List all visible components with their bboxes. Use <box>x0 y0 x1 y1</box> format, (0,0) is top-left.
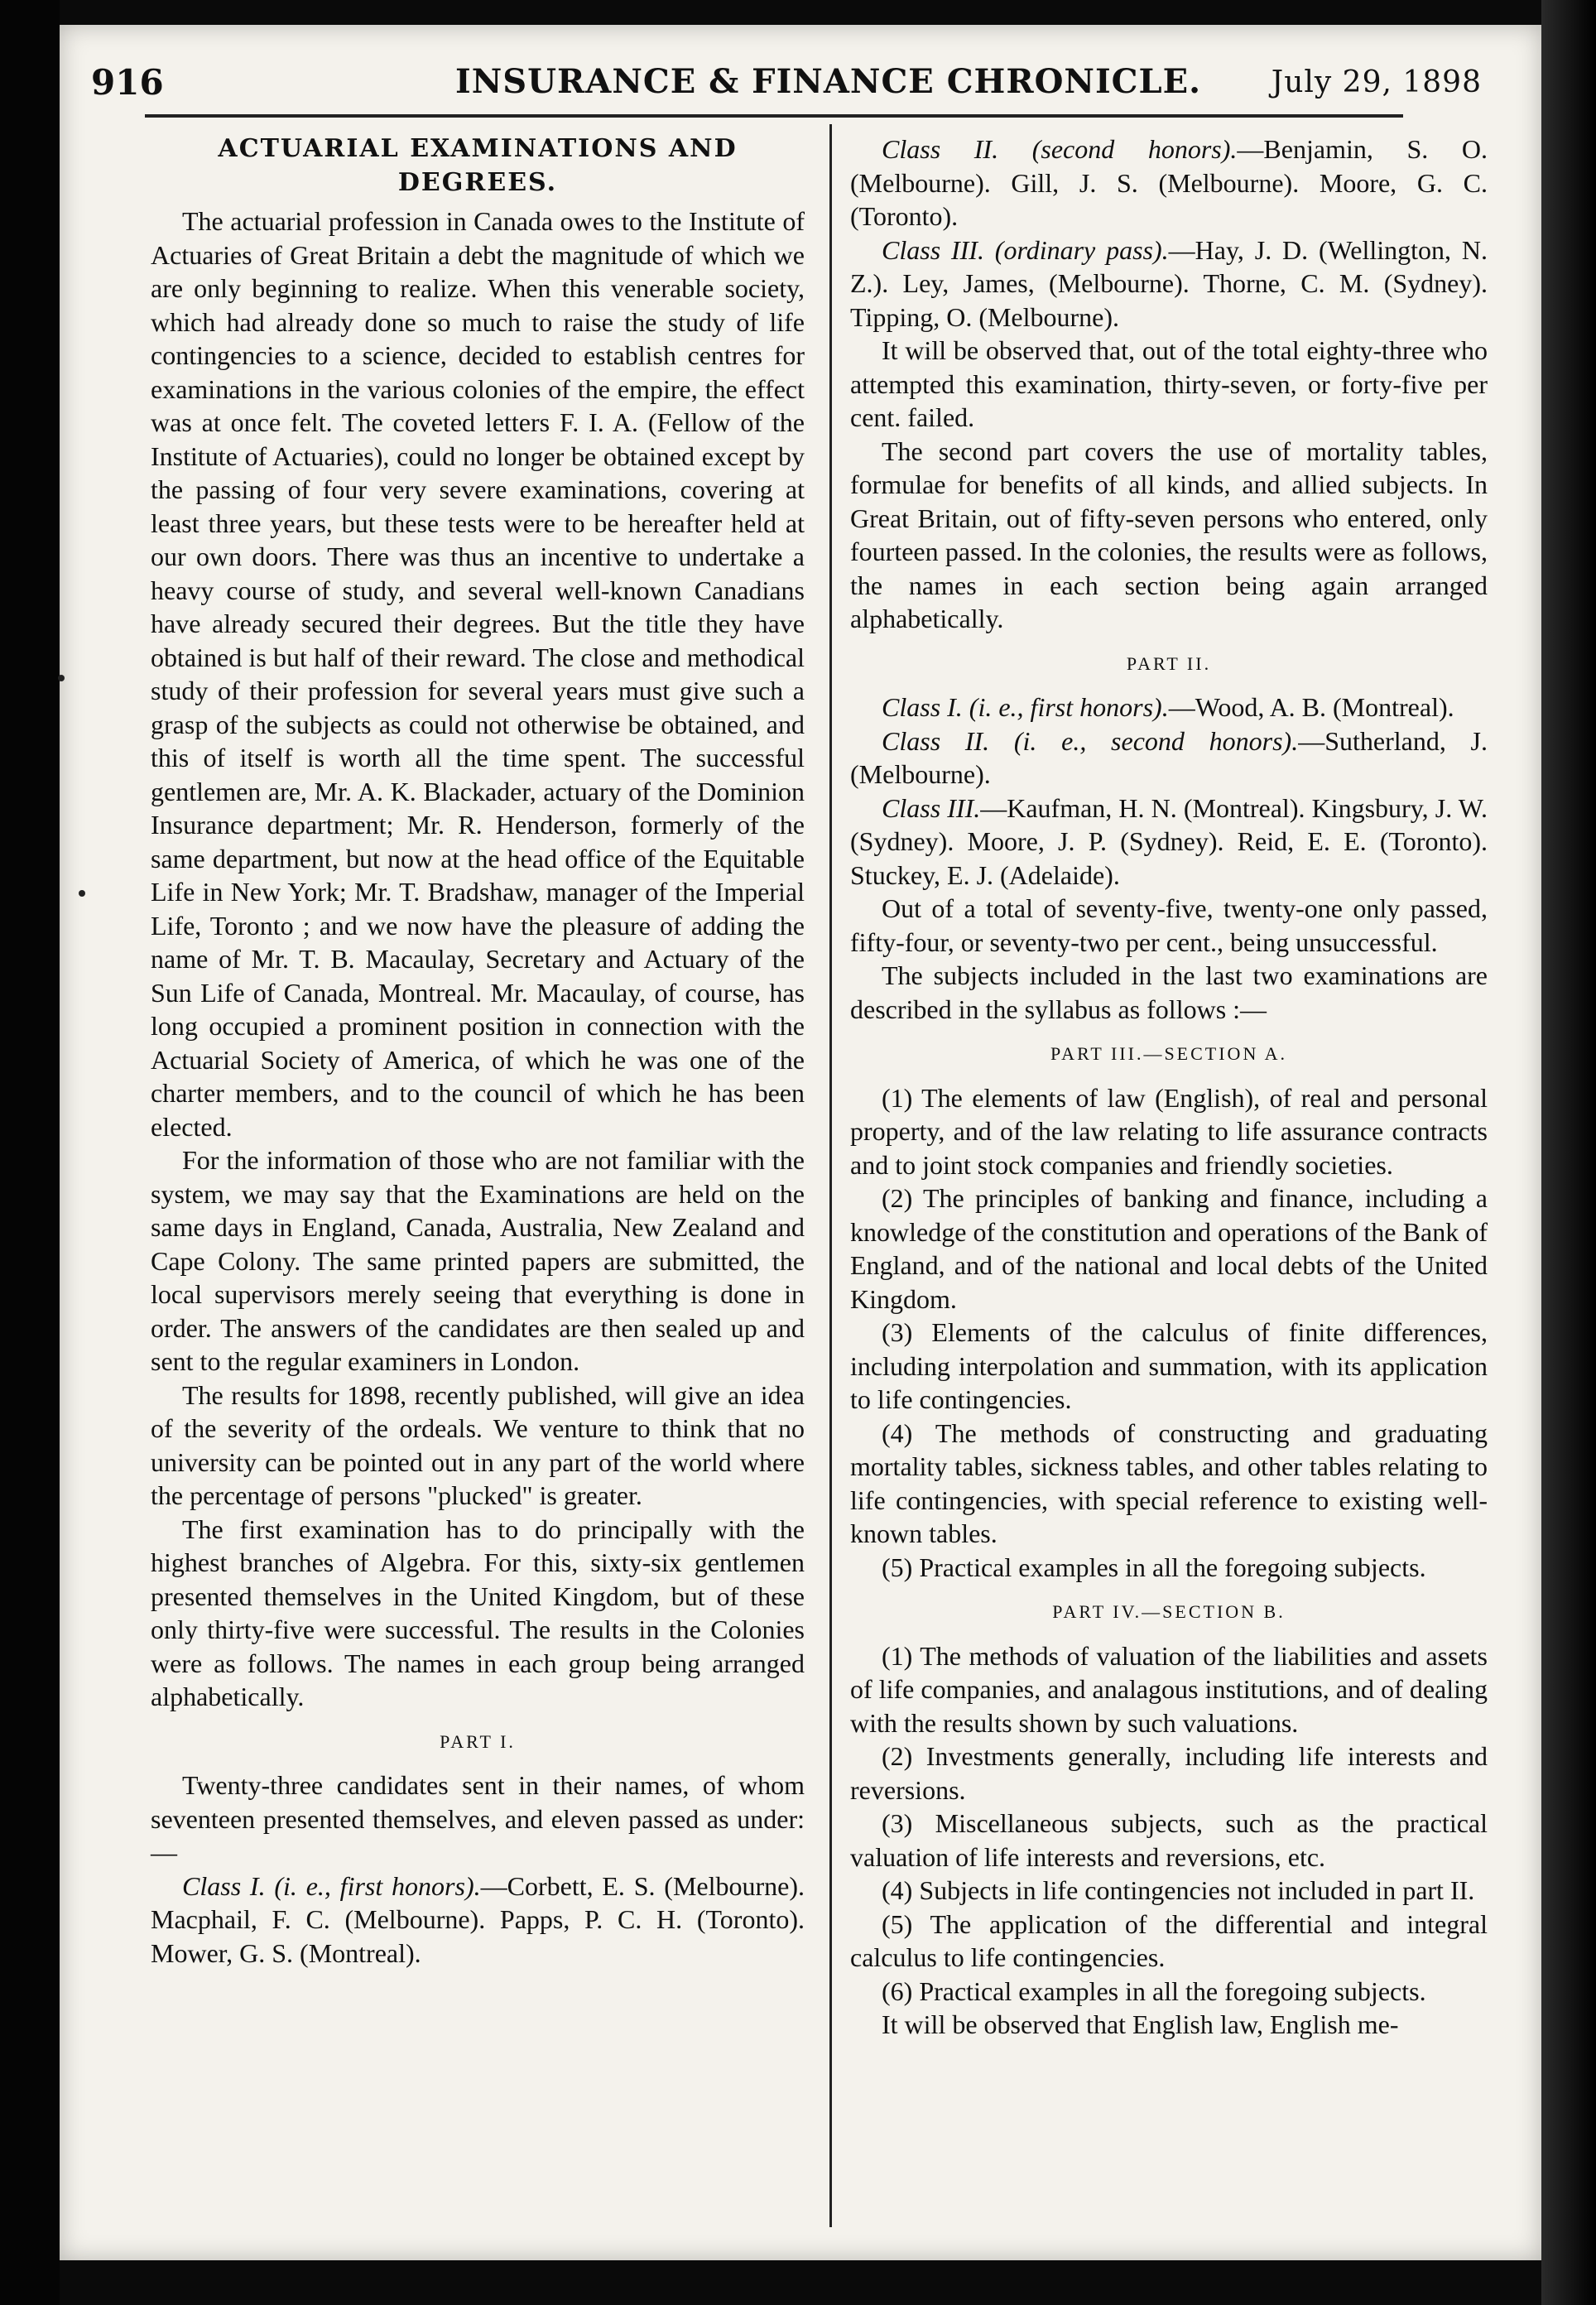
part-label: PART I. <box>440 1730 516 1752</box>
paragraph: Out of a total of seventy-five, twenty-one only passed, fifty-four, or seventy-two per cent., being unsuccessful. <box>850 893 1488 957</box>
class-names: —Wood, A. B. (Montreal). <box>1168 692 1454 722</box>
paragraph: The subjects included in the last two examinations are described in the syllabus as follows :— <box>850 960 1488 1024</box>
syllabus-item: (3) Elements of the calculus of finite differences, including interpolation and summation, with its application to life contingencies. <box>850 1317 1488 1414</box>
paragraph: It will be observed that English law, English me- <box>882 2009 1399 2039</box>
class-names: —Hay, J. D. (Wellington, N. Z.). Ley, James, (Melbourne). Thorne, C. M. (Sydney). Tipping, O. (Melbourne). <box>850 234 1488 332</box>
syllabus-item: (4) Subjects in life contingencies not included in part II. <box>882 1875 1475 1905</box>
class-names: —Kaufman, H. N. (Montreal). Kingsbury, J. W. (Sydney). Moore, J. P. (Sydney). Reid, E. E. (Toronto). Stuckey, E. J. (Adelaide). <box>850 792 1488 890</box>
paragraph: Twenty-three candidates sent in their names, of whom seventeen presented themselves, and eleven passed as under:— <box>151 1770 805 1867</box>
syllabus-item: (3) Miscellaneous subjects, such as the practical valuation of life interests and reversions, etc. <box>850 1808 1488 1872</box>
header-rule <box>145 114 1403 118</box>
syllabus-item: (2) Investments generally, including life interests and reversions. <box>850 1741 1488 1805</box>
paragraph: The results for 1898, recently published, will give an idea of the severity of the ordeals. We venture to think that no university can be pointed out in any part of the world where the percentage of persons "plucked" is greater. <box>151 1379 805 1510</box>
page-header <box>91 62 1482 112</box>
right-column <box>850 132 1488 2042</box>
results-class-2 <box>850 132 1488 233</box>
column-divider <box>829 124 832 2227</box>
part-label: PART II. <box>1126 652 1212 674</box>
part2-class-2 <box>850 724 1488 792</box>
class-names: —Corbett, E. S. (Melbourne). Macphail, F. C. (Melbourne). Papps, P. C. H. (Toronto). Mower, G. S. (Montreal). <box>151 1870 805 1968</box>
syllabus-item: (5) Practical examples in all the foregoing subjects. <box>882 1552 1426 1582</box>
scan-border-right <box>1541 0 1596 2305</box>
syllabus-item: (2) The principles of banking and finance, including a knowledge of the constitution and operations of the Bank of England, and of the national and local debts of the United Kingdom. <box>850 1183 1488 1314</box>
syllabus-item: (1) The elements of law (English), of real and personal property, and of the law relating to life assurance contracts and to joint stock companies and friendly societies. <box>850 1082 1488 1180</box>
syllabus-item: (6) Practical examples in all the foregoing subjects. <box>882 1975 1426 2006</box>
syllabus-item: (4) The methods of constructing and graduating mortality tables, sickness tables, and other tables relating to life contingencies, with special reference to existing well-known tables. <box>850 1417 1488 1548</box>
publication-title: INSURANCE & FINANCE CHRONICLE. <box>455 62 1202 101</box>
results-class-1 <box>151 1870 805 1971</box>
issue-date: July 29, 1898 <box>1271 65 1482 99</box>
class-names: —Sutherland, J. (Melbourne). <box>850 725 1488 789</box>
class-names: —Benjamin, S. O. (Melbourne). Gill, J. S. (Melbourne). Moore, G. C. (Toronto). <box>850 134 1488 231</box>
left-column <box>151 132 805 1970</box>
class-label: Class III. (ordinary pass). <box>882 234 1169 265</box>
page-number: 916 <box>91 62 164 103</box>
class-label: Class I. (i. e., first honors). <box>882 692 1169 722</box>
paragraph: The second part covers the use of mortality tables, formulae for benefits of all kinds, and allied subjects. In Great Britain, out of fifty-seven persons who entered, only fourteen passed. In the colonies, the results were as follows, the names in each section being again arranged alphabetically. <box>850 435 1488 633</box>
scan-speck <box>58 675 65 681</box>
part2-class-3 <box>850 792 1488 893</box>
paragraph: The first examination has to do principally with the highest branches of Algebra. For this, sixty-six gentlemen presented themselves in the United Kingdom, but of these only thirty-five were successful. The results in the Colonies were as follows. The names in each group being arranged alphabetically. <box>151 1513 805 1711</box>
paragraph: It will be observed that, out of the total eighty-three who attempted this examination, thirty-seven, or forty-five per cent. failed. <box>850 335 1488 432</box>
scan-border-left <box>0 0 60 2305</box>
class-label: Class III. <box>882 792 981 823</box>
paragraph: For the information of those who are not familiar with the system, we may say that the Examinations are held on the same days in England, Canada, Australia, New Zealand and Cape Colony. The same printed papers are submitted, the local supervisors merely seeing that everything is done in order. The answers of the candidates are then sealed up and sent to the regular examiners in London. <box>151 1145 805 1376</box>
syllabus-item: (5) The application of the differential and integral calculus to life contingencies. <box>850 1908 1488 1972</box>
part2-class-1 <box>850 691 1488 724</box>
scan-speck <box>79 890 85 897</box>
class-label: Class II. (i. e., second honors). <box>882 725 1299 756</box>
results-class-3 <box>850 233 1488 334</box>
section-label: PART IV.—SECTION B. <box>1052 1601 1286 1622</box>
section-label: PART III.—SECTION A. <box>1050 1043 1288 1064</box>
class-label: Class II. (second honors). <box>882 134 1238 164</box>
article-heading: ACTUARIAL EXAMINATIONS AND DEGREES. <box>218 134 738 197</box>
paragraph: The actuarial profession in Canada owes to the Institute of Actuaries of Great Britain a debt the magnitude of which we are only beginning to realize. When this venerable society, which had already done so much to raise the study of life contingencies to a science, decided to establish centres for examinations in the various colonies of the empire, the effect was at once felt. The coveted letters F. I. A. (Fellow of the Institute of Actuaries), could no longer be obtained except by the passing of four very severe examinations, covering at least three years, but these tests were to be hereafter held at our own doors. There was thus an incentive to undertake a heavy course of study, and several well-known Canadians have already secured their degrees. But the title they have obtained is but half of their reward. The close and methodical study of their profession for several years must give such a grasp of the subjects as could not otherwise be obtained, and this of itself is worth all the time spent. The successful gentlemen are, Mr. A. K. Blackader, actuary of the Dominion Insurance department; Mr. R. Henderson, formerly of the same department, but now at the head office of the Equitable Life in New York; Mr. T. Bradshaw, manager of the Imperial Life, Toronto ; and we now have the pleasure of adding the name of Mr. T. B. Macaulay, Secretary and Actuary of the Sun Life of Canada, Montreal. Mr. Macaulay, of course, has long occupied a prominent position in connection with the Actuarial Society of America, of which he was one of the charter members, and to the council of which he has been elected. <box>151 206 805 1142</box>
syllabus-item: (1) The methods of valuation of the liabilities and assets of life companies, and analagous institutions, and of dealing with the results shown by such valuations. <box>850 1640 1488 1738</box>
class-label: Class I. (i. e., first honors). <box>182 1870 481 1901</box>
